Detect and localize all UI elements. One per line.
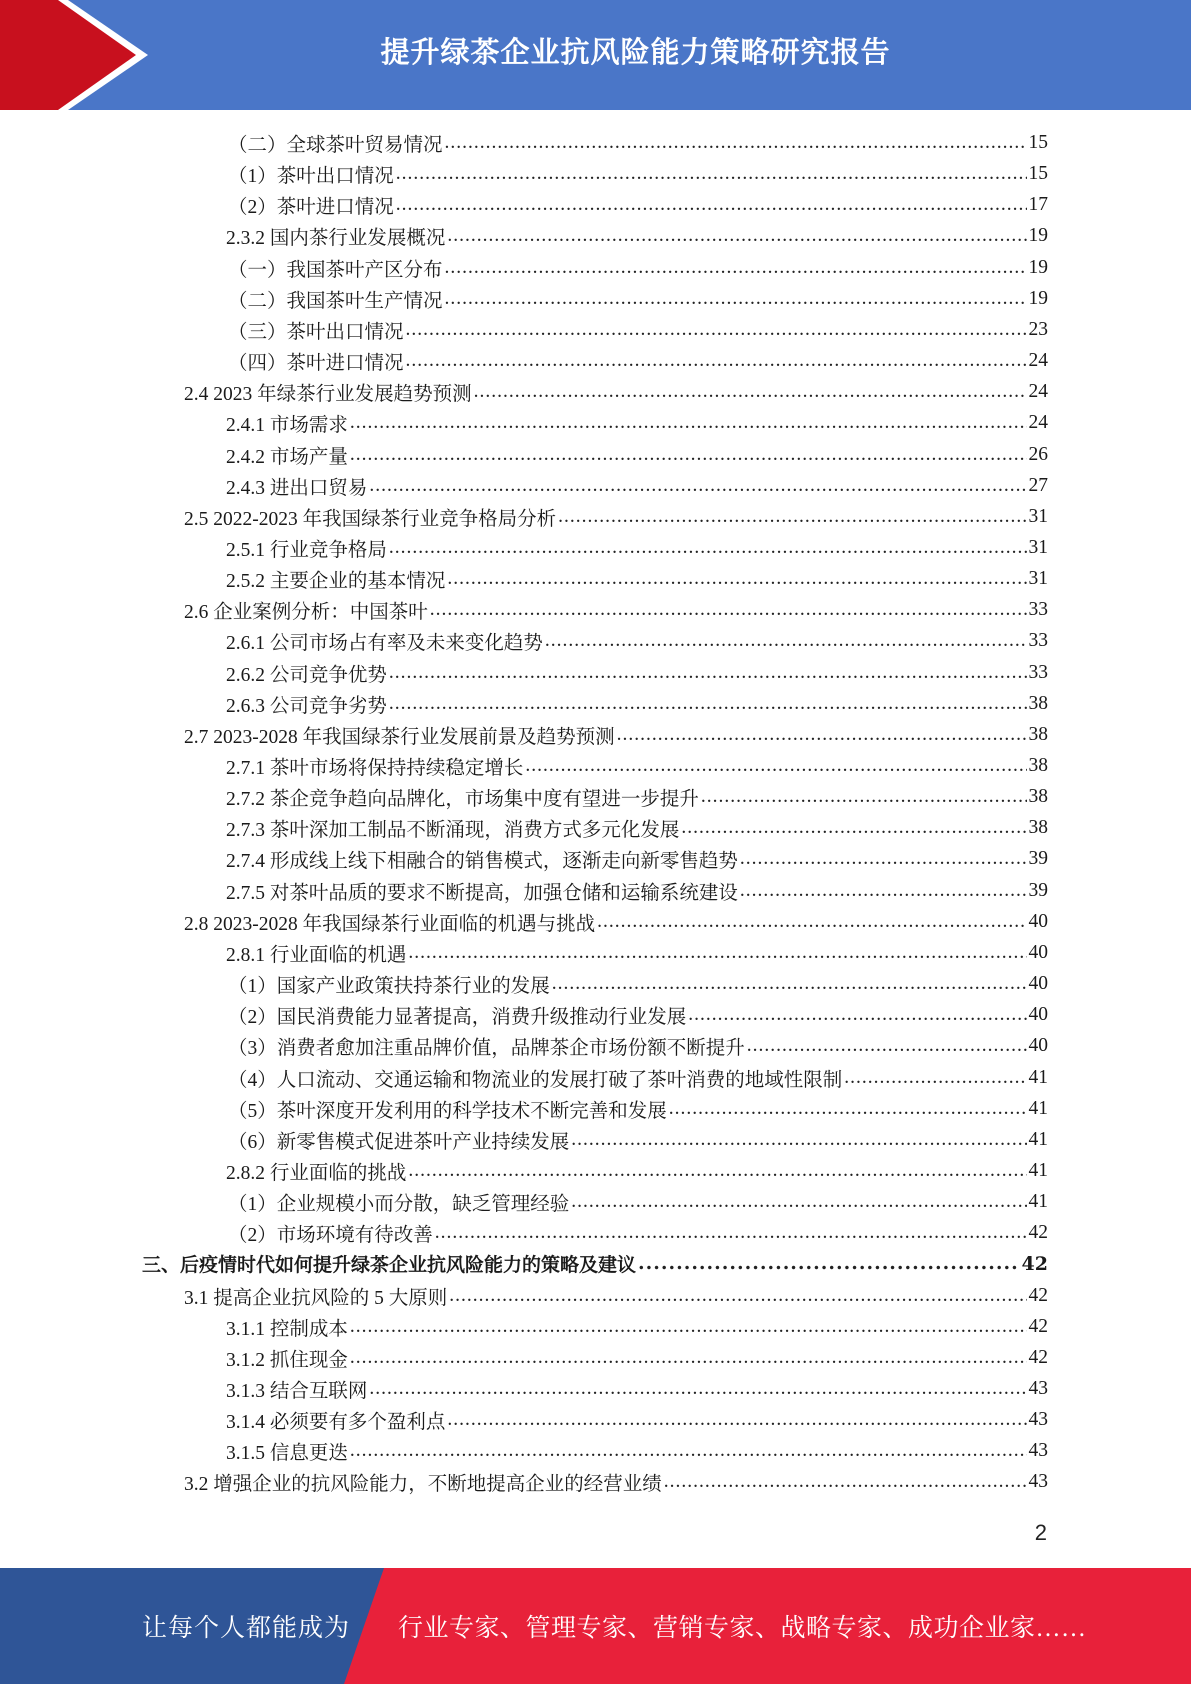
toc-dot-leader — [740, 843, 1027, 874]
toc-dot-leader — [430, 594, 1027, 625]
toc-entry[interactable] — [226, 1373, 1048, 1404]
toc-dot-leader — [445, 283, 1027, 314]
toc-entry[interactable] — [228, 1186, 1048, 1217]
toc-entry-page: 42 — [1021, 1252, 1048, 1275]
toc-entry[interactable] — [226, 875, 1048, 906]
toc-dot-leader — [389, 688, 1027, 719]
toc-entry-label: 2.3.2 国内茶行业发展概况 — [226, 227, 446, 249]
page-header — [0, 0, 1191, 110]
toc-entry-label: 3.2 增强企业的抗风险能力，不断地提高企业的经营业绩 — [184, 1473, 662, 1495]
toc-dot-leader — [688, 999, 1026, 1030]
toc-entry[interactable] — [226, 750, 1048, 781]
toc-dot-leader — [701, 781, 1027, 812]
toc-entry[interactable] — [228, 314, 1048, 345]
toc-dot-leader — [408, 937, 1026, 968]
page-number: 2 — [1034, 1520, 1047, 1545]
toc-entry-page: 27 — [1028, 474, 1048, 496]
toc-entry-label: 2.5 2022-2023 年我国绿茶行业竞争格局分析 — [184, 508, 557, 530]
toc-entry-label: 3.1 提高企业抗风险的 5 大原则 — [184, 1287, 448, 1309]
toc-entry-label: 2.8.1 行业面临的机遇 — [226, 944, 407, 966]
toc-entry[interactable] — [226, 1155, 1048, 1186]
toc-dot-leader — [350, 407, 1027, 438]
toc-dot-leader — [396, 158, 1027, 189]
toc-entry-label: 2.6.3 公司竞争劣势 — [226, 695, 387, 717]
toc-entry-label: 3.1.5 信息更迭 — [226, 1442, 348, 1464]
toc-entry-label: （2）市场环境有待改善 — [228, 1224, 433, 1246]
toc-entry-label: 3.1.1 控制成本 — [226, 1318, 348, 1340]
toc-entry-page: 31 — [1028, 505, 1048, 527]
toc-dot-leader — [597, 906, 1026, 937]
toc-entry[interactable] — [226, 1435, 1048, 1466]
toc-entry[interactable] — [226, 532, 1048, 563]
toc-entry-label: （2）国民消费能力显著提高，消费升级推动行业发展 — [228, 1006, 687, 1028]
toc-entry-page: 38 — [1028, 816, 1048, 838]
toc-entry-page: 19 — [1028, 256, 1048, 278]
toc-entry[interactable] — [228, 252, 1048, 283]
toc-dot-leader — [552, 968, 1027, 999]
report-title: 提升绿茶企业抗风险能力策略研究报告 — [380, 34, 891, 69]
toc-dot-leader — [525, 750, 1026, 781]
toc-entry-page: 41 — [1028, 1097, 1048, 1119]
toc-entry[interactable] — [228, 189, 1048, 220]
toc-dot-leader — [474, 376, 1027, 407]
toc-entry-label: （二）我国茶叶生产情况 — [228, 290, 443, 312]
toc-dot-leader — [350, 1311, 1027, 1342]
toc-entry-page: 31 — [1028, 536, 1048, 558]
toc-entry-page: 33 — [1028, 598, 1048, 620]
toc-entry-label: （一）我国茶叶产区分布 — [228, 259, 443, 281]
toc-entry[interactable] — [226, 812, 1048, 843]
toc-entry-label: 2.8.2 行业面临的挑战 — [226, 1162, 407, 1184]
toc-entry-page: 38 — [1028, 723, 1048, 745]
toc-dot-leader — [396, 189, 1027, 220]
toc-dot-leader — [571, 1124, 1026, 1155]
toc-dot-leader — [445, 252, 1027, 283]
toc-entry[interactable] — [226, 470, 1048, 501]
toc-entry-page: 39 — [1028, 879, 1048, 901]
toc-entry-page: 38 — [1028, 785, 1048, 807]
toc-entry-page: 24 — [1028, 411, 1048, 433]
toc-entry[interactable] — [226, 439, 1048, 470]
toc-dot-leader — [740, 875, 1027, 906]
toc-dot-leader — [747, 1030, 1027, 1061]
toc-entry-page: 24 — [1028, 380, 1048, 402]
toc-entry-label: （四）茶叶进口情况 — [228, 352, 404, 374]
toc-entry-page: 33 — [1028, 629, 1048, 651]
toc-entry-page: 43 — [1028, 1377, 1048, 1399]
toc-dot-leader — [406, 345, 1027, 376]
toc-entry-page: 39 — [1028, 847, 1048, 869]
toc-entry[interactable] — [226, 843, 1048, 874]
toc-entry[interactable] — [228, 1062, 1048, 1093]
toc-entry-label: 2.7 2023-2028 年我国绿茶行业发展前景及趋势预测 — [184, 726, 615, 748]
toc-entry[interactable] — [228, 283, 1048, 314]
toc-dot-leader — [389, 657, 1027, 688]
toc-entry-page: 43 — [1028, 1439, 1048, 1461]
toc-entry[interactable] — [226, 657, 1048, 688]
toc-dot-leader — [449, 1280, 1026, 1311]
toc-entry-label: （二）全球茶叶贸易情况 — [228, 134, 443, 156]
toc-entry[interactable] — [226, 407, 1048, 438]
toc-entry[interactable] — [226, 781, 1048, 812]
toc-dot-leader — [447, 563, 1026, 594]
toc-entry-page: 15 — [1028, 131, 1048, 153]
toc-dot-leader — [369, 470, 1026, 501]
toc-dot-leader — [350, 1435, 1027, 1466]
toc-entry-label: 2.7.4 形成线上线下相融合的销售模式，逐渐走向新零售趋势 — [226, 850, 738, 872]
toc-entry[interactable] — [226, 688, 1048, 719]
footer-slogan-right: 行业专家、管理专家、营销专家、战略专家、成功企业家…… — [398, 1615, 1087, 1642]
toc-entry-label: （1）国家产业政策扶持茶行业的发展 — [228, 975, 550, 997]
toc-entry-page: 41 — [1028, 1159, 1048, 1181]
toc-entry-page: 42 — [1028, 1315, 1048, 1337]
toc-entry-label: 2.6.1 公司市场占有率及未来变化趋势 — [226, 632, 543, 654]
toc-entry-label: 2.7.2 茶企竞争趋向品牌化，市场集中度有望进一步提升 — [226, 788, 699, 810]
toc-entry-label: （1）茶叶出口情况 — [228, 165, 394, 187]
toc-entry-page: 42 — [1028, 1346, 1048, 1368]
toc-entry-label: 2.7.5 对茶叶品质的要求不断提高，加强仓储和运输系统建设 — [226, 882, 738, 904]
toc-dot-leader — [408, 1155, 1026, 1186]
page-footer — [0, 1568, 1191, 1684]
toc-dot-leader — [558, 501, 1026, 532]
toc-dot-leader — [350, 1342, 1027, 1373]
toc-entry[interactable] — [228, 127, 1048, 158]
toc-entry-label: （5）茶叶深度开发利用的科学技术不断完善和发展 — [228, 1100, 667, 1122]
toc-entry-label: （6）新零售模式促进茶叶产业持续发展 — [228, 1131, 570, 1153]
toc-entry[interactable] — [226, 220, 1048, 251]
toc-entry-label: 2.4 2023 年绿茶行业发展趋势预测 — [184, 383, 472, 405]
toc-entry-page: 15 — [1028, 162, 1048, 184]
toc-entry[interactable] — [184, 719, 1048, 750]
toc-entry[interactable] — [226, 563, 1048, 594]
toc-entry-page: 40 — [1028, 910, 1048, 932]
toc-entry-page: 40 — [1028, 1034, 1048, 1056]
toc-entry[interactable] — [184, 501, 1048, 532]
toc-dot-leader — [571, 1186, 1026, 1217]
toc-entry-page: 23 — [1028, 318, 1048, 340]
toc-entry[interactable] — [226, 937, 1048, 968]
toc-entry[interactable] — [226, 625, 1048, 656]
toc-entry-page: 42 — [1028, 1221, 1048, 1243]
toc-entry[interactable] — [228, 1217, 1048, 1248]
toc-entry-label: 2.7.1 茶叶市场将保持持续稳定增长 — [226, 757, 524, 779]
toc-entry-label: （4）人口流动、交通运输和物流业的发展打破了茶叶消费的地域性限制 — [228, 1069, 843, 1091]
toc-dot-leader — [435, 1217, 1027, 1248]
toc-entry[interactable] — [184, 1466, 1048, 1497]
toc-entry[interactable] — [226, 1404, 1048, 1435]
toc-entry[interactable] — [184, 594, 1048, 625]
toc-entry-label: 3.1.2 抓住现金 — [226, 1349, 348, 1371]
toc-entry-page: 41 — [1028, 1128, 1048, 1150]
toc-dot-leader — [669, 1093, 1027, 1124]
toc-entry-label: 2.4.1 市场需求 — [226, 414, 348, 436]
toc-entry-page: 40 — [1028, 1003, 1048, 1025]
toc-entry-label: 2.8 2023-2028 年我国绿茶行业面临的机遇与挑战 — [184, 913, 596, 935]
toc-entry-label: 3.1.3 结合互联网 — [226, 1380, 368, 1402]
toc-entry-page: 31 — [1028, 567, 1048, 589]
toc-entry-label: 2.4.2 市场产量 — [226, 446, 348, 468]
toc-dot-leader — [664, 1466, 1027, 1497]
toc-entry[interactable] — [184, 906, 1048, 937]
toc-entry[interactable] — [228, 1093, 1048, 1124]
toc-entry-label: 2.7.3 茶叶深加工制品不断涌现，消费方式多元化发展 — [226, 819, 680, 841]
toc-dot-leader — [350, 439, 1027, 470]
toc-entry-page: 42 — [1028, 1284, 1048, 1306]
toc-dot-leader — [844, 1062, 1026, 1093]
toc-dot-leader — [447, 1404, 1026, 1435]
toc-entry-label: 3.1.4 必须要有多个盈利点 — [226, 1411, 446, 1433]
toc-entry-page: 41 — [1028, 1066, 1048, 1088]
toc-entry[interactable] — [184, 376, 1048, 407]
toc-entry-label: 2.5.2 主要企业的基本情况 — [226, 570, 446, 592]
toc-entry-page: 38 — [1028, 754, 1048, 776]
toc-entry[interactable] — [228, 345, 1048, 376]
toc-entry-label: （3）消费者愈加注重品牌价值，品牌茶企市场份额不断提升 — [228, 1037, 745, 1059]
toc-entry[interactable] — [228, 968, 1048, 999]
toc-dot-leader — [369, 1373, 1026, 1404]
toc-entry[interactable] — [226, 1342, 1048, 1373]
toc-entry-label: 2.6 企业案例分析：中国茶叶 — [184, 601, 428, 623]
toc-entry-page: 43 — [1028, 1408, 1048, 1430]
toc-dot-leader — [389, 532, 1027, 563]
toc-dot-leader — [406, 314, 1027, 345]
toc-dot-leader — [445, 127, 1027, 158]
toc-entry-page: 26 — [1028, 443, 1048, 465]
toc-dot-leader — [447, 220, 1026, 251]
toc-dot-leader — [545, 625, 1027, 656]
toc-entry-page: 17 — [1028, 193, 1048, 215]
toc-entry-page: 41 — [1028, 1190, 1048, 1212]
toc-dot-leader — [638, 1248, 1020, 1279]
toc-entry-page: 24 — [1028, 349, 1048, 371]
toc-entry-label: 2.6.2 公司竞争优势 — [226, 664, 387, 686]
toc-dot-leader — [617, 719, 1027, 750]
toc-entry-label: 2.5.1 行业竞争格局 — [226, 539, 387, 561]
toc-entry-page: 40 — [1028, 941, 1048, 963]
toc-entry-page: 40 — [1028, 972, 1048, 994]
toc-entry[interactable] — [226, 1311, 1048, 1342]
toc-entry-page: 38 — [1028, 692, 1048, 714]
toc-entry[interactable] — [184, 1280, 1048, 1311]
toc-entry-label: 2.4.3 进出口贸易 — [226, 477, 368, 499]
toc-entry[interactable] — [228, 158, 1048, 189]
footer-slogan-left: 让每个人都能成为 — [142, 1615, 351, 1642]
toc-entry-page: 19 — [1028, 287, 1048, 309]
toc-entry[interactable] — [228, 999, 1048, 1030]
toc-entry-page: 33 — [1028, 661, 1048, 683]
toc-entry[interactable] — [228, 1124, 1048, 1155]
toc-entry-page: 43 — [1028, 1470, 1048, 1492]
toc-entry-label: （2）茶叶进口情况 — [228, 196, 394, 218]
toc-entry[interactable] — [228, 1030, 1048, 1061]
toc-entry-label: 三、后疫情时代如何提升绿茶企业抗风险能力的策略及建议 — [142, 1254, 637, 1276]
toc-entry[interactable] — [142, 1248, 1048, 1279]
toc-entry-page: 19 — [1028, 224, 1048, 246]
toc-dot-leader — [681, 812, 1026, 843]
toc-entry-label: （1）企业规模小而分散，缺乏管理经验 — [228, 1193, 570, 1215]
toc-entry-label: （三）茶叶出口情况 — [228, 321, 404, 343]
